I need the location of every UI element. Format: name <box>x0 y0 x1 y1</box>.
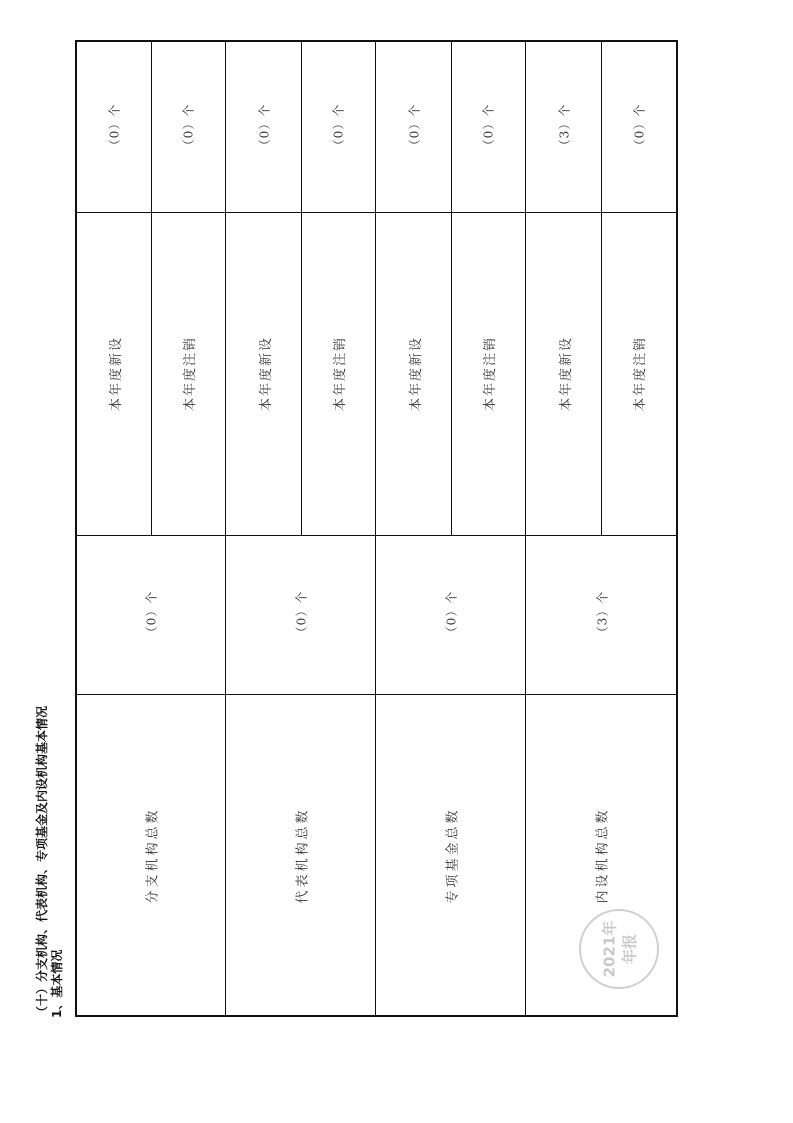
cancel-label-cell <box>451 212 525 535</box>
cancel-value-cell <box>451 42 525 212</box>
watermark-label: 年报 <box>620 934 638 965</box>
cancel-label: 本年度注销 <box>332 335 348 412</box>
cancel-label: 本年度注销 <box>633 335 649 412</box>
watermark-seal <box>579 909 659 989</box>
new-value-cell <box>227 42 301 212</box>
total-value: （0）个 <box>294 590 309 639</box>
new-label-cell <box>377 212 451 535</box>
row-divider <box>225 42 226 1015</box>
new-label: 本年度新设 <box>408 335 424 412</box>
total-cell <box>377 535 525 694</box>
watermark-year: 2021年 <box>600 920 618 978</box>
row-label: 专项基金总数 <box>445 807 461 904</box>
total-cell <box>527 535 676 694</box>
cancel-label-cell <box>301 212 375 535</box>
cancel-label: 本年度注销 <box>182 335 198 412</box>
cancel-value-cell <box>301 42 375 212</box>
cancel-value: （0）个 <box>631 103 646 151</box>
cancel-value-cell <box>151 42 225 212</box>
new-value: （0）个 <box>407 103 422 151</box>
new-value: （0）个 <box>257 103 272 151</box>
cancel-label-cell <box>151 212 225 535</box>
new-value-cell <box>77 42 151 212</box>
new-value-cell <box>377 42 451 212</box>
total-cell <box>77 535 225 694</box>
section-heading <box>35 678 77 1018</box>
institutions-table <box>75 40 678 1017</box>
cancel-label-cell <box>601 212 676 535</box>
row-divider <box>525 42 526 1015</box>
row-divider <box>375 42 376 1015</box>
row-label: 内设机构总数 <box>595 807 611 904</box>
new-value: （0）个 <box>107 103 122 151</box>
cancel-value: （0）个 <box>331 103 346 151</box>
new-label-cell <box>77 212 151 535</box>
new-label: 本年度新设 <box>108 335 124 412</box>
new-value-cell <box>527 42 601 212</box>
new-label: 本年度新设 <box>258 335 274 412</box>
new-label-cell <box>227 212 301 535</box>
subsection-title: 1、基本情况 <box>50 949 64 1018</box>
row-label: 代表机构总数 <box>295 807 311 904</box>
total-value: （0）个 <box>444 590 459 639</box>
cancel-value-cell <box>601 42 676 212</box>
section-title: （十）分支机构、代表机构、专项基金及内设机构基本情况 <box>35 705 49 1018</box>
total-cell <box>227 535 375 694</box>
cancel-value: （0）个 <box>481 103 496 151</box>
label-cell <box>377 694 525 1017</box>
total-value: （0）个 <box>144 590 159 639</box>
label-cell <box>227 694 375 1017</box>
new-label-cell <box>527 212 601 535</box>
new-value: （3）个 <box>557 103 572 151</box>
cancel-label: 本年度注销 <box>482 335 498 412</box>
new-label: 本年度新设 <box>558 335 574 412</box>
cancel-value: （0）个 <box>181 103 196 151</box>
total-value: （3）个 <box>594 590 609 639</box>
label-cell <box>77 694 225 1017</box>
row-label: 分支机构总数 <box>145 807 161 904</box>
